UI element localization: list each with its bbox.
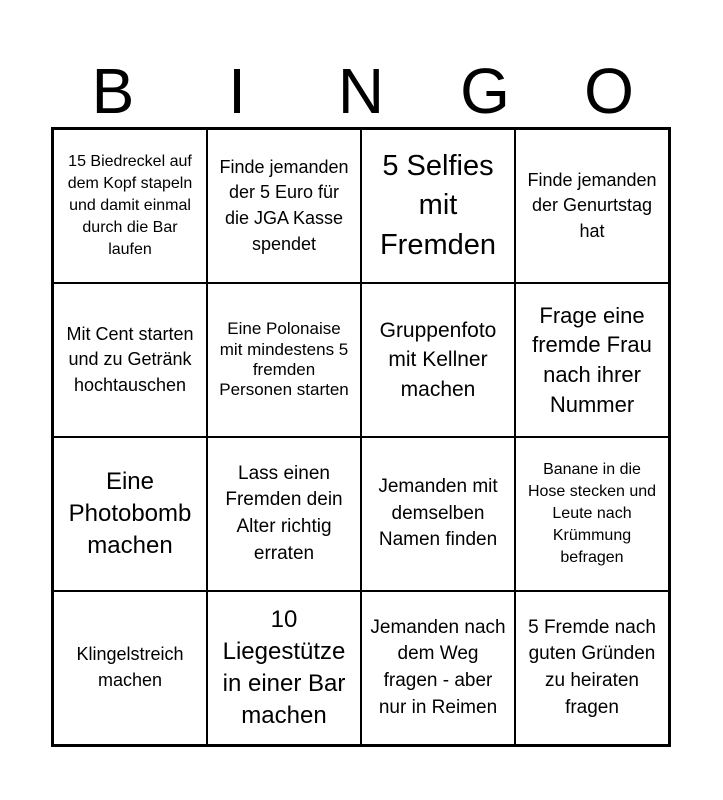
bingo-cell[interactable]: Jemanden nach dem Weg fragen - aber nur in Reimen [361,591,515,745]
bingo-cell[interactable]: Klingelstreich machen [53,591,207,745]
bingo-cell[interactable]: Banane in die Hose stecken und Leute nach Krümmung befragen [515,437,669,591]
bingo-cell[interactable]: 5 Fremde nach guten Gründen zu heiraten fragen [515,591,669,745]
title-letter-o: O [584,55,634,127]
bingo-cell[interactable]: Gruppenfoto mit Kellner machen [361,283,515,437]
bingo-cell[interactable]: Mit Cent starten und zu Getränk hochtauschen [53,283,207,437]
bingo-cell[interactable]: Finde jemanden der 5 Euro für die JGA Kasse spendet [207,129,361,283]
bingo-cell[interactable]: 15 Biedreckel auf dem Kopf stapeln und damit einmal durch die Bar laufen [53,129,207,283]
title-letter-i: I [228,55,246,127]
title-letter-g: G [460,55,510,127]
bingo-cell[interactable]: Frage eine fremde Frau nach ihrer Nummer [515,283,669,437]
bingo-cell[interactable]: Eine Photobomb machen [53,437,207,591]
title-letter-n: N [337,55,385,127]
bingo-board [51,127,671,747]
bingo-cell[interactable]: Lass einen Fremden dein Alter richtig erraten [207,437,361,591]
bingo-cell[interactable]: Finde jemanden der Genurtstag hat [515,129,669,283]
bingo-cell[interactable]: Eine Polonaise mit mindestens 5 fremden Personen starten [207,283,361,437]
bingo-cell[interactable]: 5 Selfies mit Fremden [361,129,515,283]
bingo-title [51,56,671,126]
title-letter-b: B [91,55,135,127]
bingo-cell[interactable]: Jemanden mit demselben Namen finden [361,437,515,591]
bingo-cell[interactable]: 10 Liegestütze in einer Bar machen [207,591,361,745]
